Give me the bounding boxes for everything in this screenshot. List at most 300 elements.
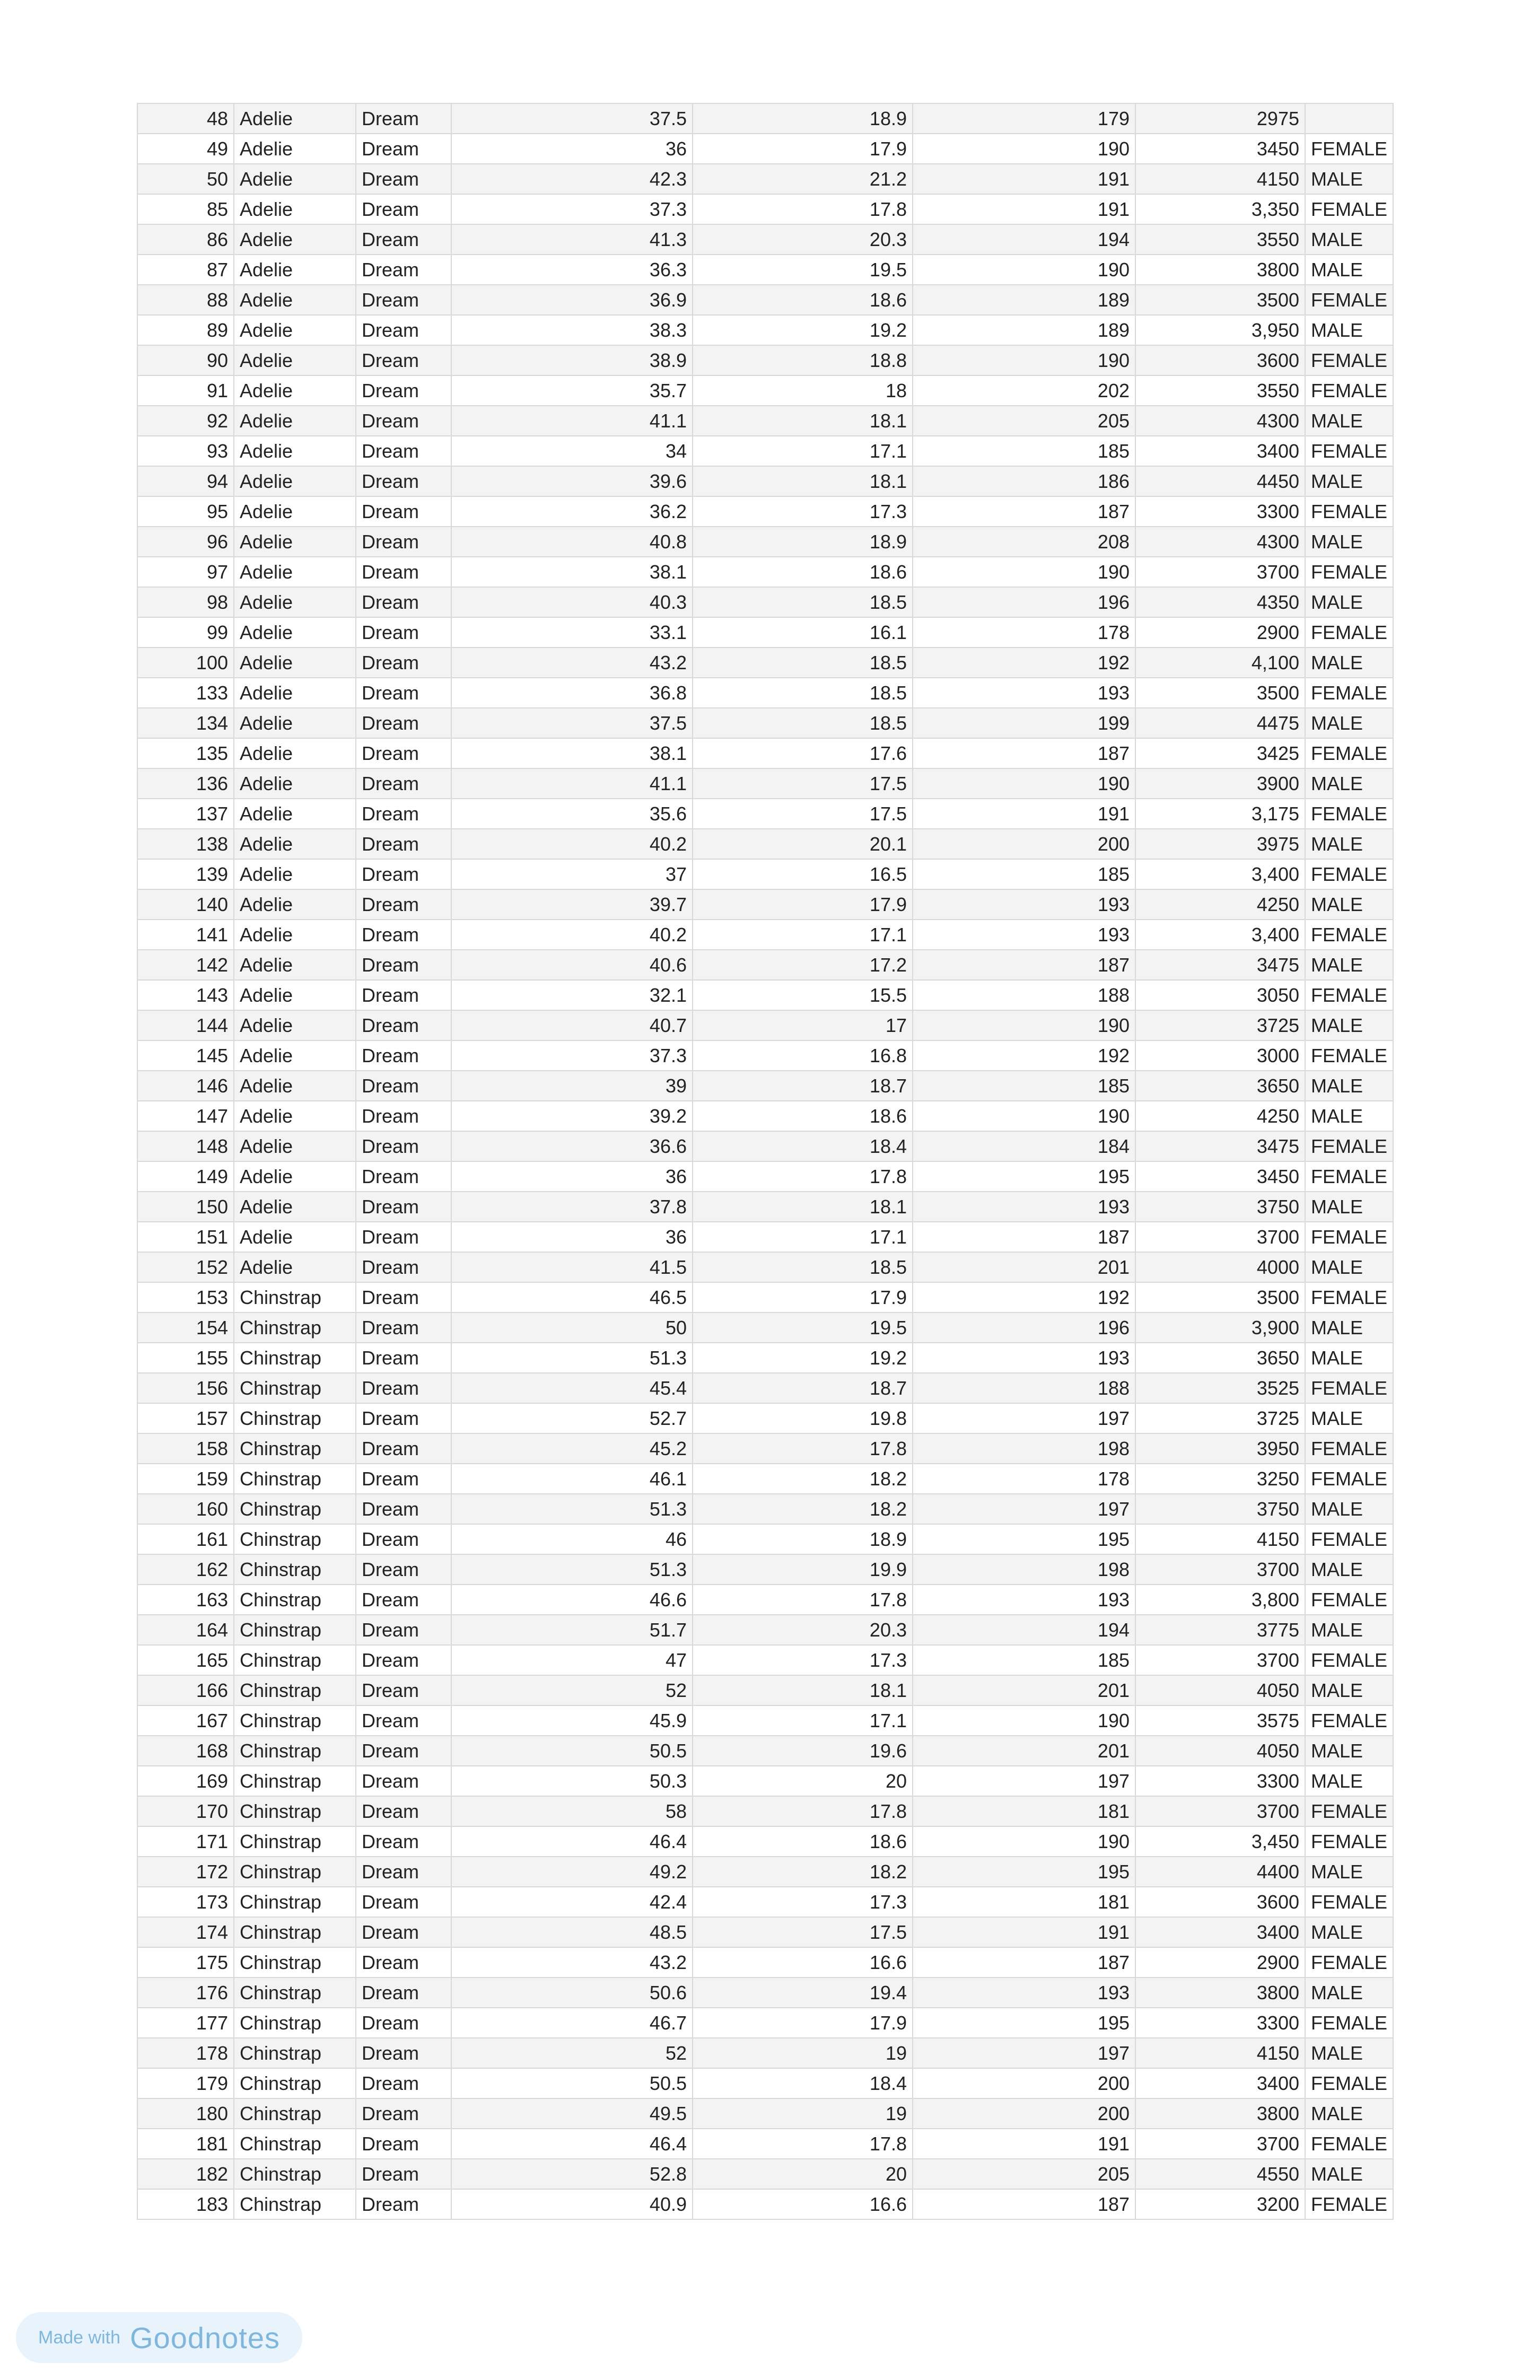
body-mass-cell: 3500 (1135, 1282, 1305, 1312)
bill-depth-cell: 18.1 (693, 466, 913, 496)
species-cell: Adelie (234, 1101, 356, 1131)
body-mass-cell: 3,950 (1135, 315, 1305, 345)
body-mass-cell: 4250 (1135, 1101, 1305, 1131)
flipper-length-cell: 191 (913, 1917, 1135, 1947)
row-id-cell: 85 (137, 194, 234, 224)
bill-depth-cell: 17.9 (693, 889, 913, 920)
body-mass-cell: 3050 (1135, 980, 1305, 1010)
table-row (137, 255, 1393, 285)
bill-length-cell: 36.3 (451, 255, 693, 285)
flipper-length-cell: 192 (913, 1040, 1135, 1071)
table-row (137, 164, 1393, 194)
sex-cell: FEMALE (1305, 345, 1393, 375)
bill-length-cell: 37.5 (451, 708, 693, 738)
bill-length-cell: 40.8 (451, 527, 693, 557)
bill-length-cell: 40.2 (451, 920, 693, 950)
row-id-cell: 87 (137, 255, 234, 285)
bill-length-cell: 40.2 (451, 829, 693, 859)
row-id-cell: 166 (137, 1675, 234, 1705)
flipper-length-cell: 195 (913, 1161, 1135, 1192)
sex-cell: FEMALE (1305, 285, 1393, 315)
bill-depth-cell: 17.1 (693, 1222, 913, 1252)
table-row (137, 1645, 1393, 1675)
species-cell: Adelie (234, 1040, 356, 1071)
body-mass-cell: 3400 (1135, 2068, 1305, 2098)
species-cell: Chinstrap (234, 1645, 356, 1675)
bill-length-cell: 36.2 (451, 496, 693, 527)
flipper-length-cell: 181 (913, 1887, 1135, 1917)
sex-cell: FEMALE (1305, 1040, 1393, 1071)
bill-length-cell: 50 (451, 1312, 693, 1343)
bill-length-cell: 49.2 (451, 1857, 693, 1887)
island-cell: Dream (356, 194, 451, 224)
bill-length-cell: 51.3 (451, 1554, 693, 1585)
bill-length-cell: 37.8 (451, 1192, 693, 1222)
sex-cell: MALE (1305, 2038, 1393, 2068)
island-cell: Dream (356, 648, 451, 678)
bill-depth-cell: 18.1 (693, 1675, 913, 1705)
body-mass-cell: 3200 (1135, 2189, 1305, 2219)
bill-length-cell: 40.7 (451, 1010, 693, 1040)
bill-length-cell: 35.7 (451, 375, 693, 406)
bill-depth-cell: 18.9 (693, 527, 913, 557)
bill-depth-cell: 16.5 (693, 859, 913, 889)
body-mass-cell: 3950 (1135, 1433, 1305, 1464)
island-cell: Dream (356, 2068, 451, 2098)
flipper-length-cell: 191 (913, 194, 1135, 224)
bill-length-cell: 46.1 (451, 1464, 693, 1494)
sex-cell: MALE (1305, 1071, 1393, 1101)
row-id-cell: 183 (137, 2189, 234, 2219)
sex-cell: MALE (1305, 708, 1393, 738)
bill-depth-cell: 19.9 (693, 1554, 913, 1585)
row-id-cell: 137 (137, 799, 234, 829)
sex-cell: FEMALE (1305, 496, 1393, 527)
species-cell: Chinstrap (234, 1312, 356, 1343)
body-mass-cell: 3725 (1135, 1010, 1305, 1040)
flipper-length-cell: 191 (913, 164, 1135, 194)
row-id-cell: 48 (137, 103, 234, 134)
body-mass-cell: 3600 (1135, 345, 1305, 375)
flipper-length-cell: 189 (913, 285, 1135, 315)
island-cell: Dream (356, 1464, 451, 1494)
sex-cell: MALE (1305, 1736, 1393, 1766)
sex-cell: MALE (1305, 315, 1393, 345)
bill-depth-cell: 18.1 (693, 406, 913, 436)
sex-cell: FEMALE (1305, 920, 1393, 950)
body-mass-cell: 4300 (1135, 527, 1305, 557)
table-row (137, 678, 1393, 708)
flipper-length-cell: 193 (913, 1343, 1135, 1373)
row-id-cell: 133 (137, 678, 234, 708)
flipper-length-cell: 198 (913, 1554, 1135, 1585)
bill-depth-cell: 16.6 (693, 2189, 913, 2219)
table-row (137, 557, 1393, 587)
species-cell: Adelie (234, 1010, 356, 1040)
flipper-length-cell: 194 (913, 224, 1135, 255)
bill-depth-cell: 17.9 (693, 1282, 913, 1312)
species-cell: Adelie (234, 436, 356, 466)
body-mass-cell: 3650 (1135, 1343, 1305, 1373)
table-row (137, 859, 1393, 889)
body-mass-cell: 4,100 (1135, 648, 1305, 678)
bill-depth-cell: 17.8 (693, 1161, 913, 1192)
table-row (137, 1736, 1393, 1766)
island-cell: Dream (356, 375, 451, 406)
row-id-cell: 134 (137, 708, 234, 738)
species-cell: Adelie (234, 345, 356, 375)
body-mass-cell: 3550 (1135, 224, 1305, 255)
island-cell: Dream (356, 224, 451, 255)
bill-depth-cell: 18.8 (693, 345, 913, 375)
table-row (137, 1675, 1393, 1705)
island-cell: Dream (356, 1161, 451, 1192)
species-cell: Adelie (234, 1131, 356, 1161)
table-row (137, 980, 1393, 1010)
bill-length-cell: 45.2 (451, 1433, 693, 1464)
bill-depth-cell: 16.1 (693, 617, 913, 648)
table-row (137, 1403, 1393, 1433)
bill-length-cell: 41.1 (451, 768, 693, 799)
sex-cell: FEMALE (1305, 1282, 1393, 1312)
sex-cell: FEMALE (1305, 1464, 1393, 1494)
bill-length-cell: 52 (451, 1675, 693, 1705)
table-row (137, 2189, 1393, 2219)
flipper-length-cell: 196 (913, 587, 1135, 617)
bill-length-cell: 41.1 (451, 406, 693, 436)
flipper-length-cell: 200 (913, 829, 1135, 859)
body-mass-cell: 3725 (1135, 1403, 1305, 1433)
species-cell: Chinstrap (234, 1554, 356, 1585)
bill-length-cell: 46 (451, 1524, 693, 1554)
bill-length-cell: 52 (451, 2038, 693, 2068)
body-mass-cell: 3800 (1135, 2098, 1305, 2129)
row-id-cell: 181 (137, 2129, 234, 2159)
body-mass-cell: 4250 (1135, 889, 1305, 920)
island-cell: Dream (356, 1705, 451, 1736)
species-cell: Adelie (234, 315, 356, 345)
flipper-length-cell: 185 (913, 1645, 1135, 1675)
row-id-cell: 178 (137, 2038, 234, 2068)
row-id-cell: 99 (137, 617, 234, 648)
sex-cell: FEMALE (1305, 678, 1393, 708)
island-cell: Dream (356, 920, 451, 950)
species-cell: Chinstrap (234, 1826, 356, 1857)
species-cell: Adelie (234, 557, 356, 587)
flipper-length-cell: 192 (913, 648, 1135, 678)
body-mass-cell: 3600 (1135, 1887, 1305, 1917)
sex-cell: MALE (1305, 1554, 1393, 1585)
table-row (137, 1524, 1393, 1554)
island-cell: Dream (356, 315, 451, 345)
island-cell: Dream (356, 1887, 451, 1917)
bill-length-cell: 42.3 (451, 164, 693, 194)
bill-length-cell: 36 (451, 134, 693, 164)
bill-depth-cell: 18.2 (693, 1494, 913, 1524)
row-id-cell: 163 (137, 1585, 234, 1615)
bill-depth-cell: 19.6 (693, 1736, 913, 1766)
row-id-cell: 92 (137, 406, 234, 436)
flipper-length-cell: 190 (913, 1010, 1135, 1040)
bill-length-cell: 34 (451, 436, 693, 466)
bill-length-cell: 36.8 (451, 678, 693, 708)
table-body (137, 103, 1393, 2219)
row-id-cell: 49 (137, 134, 234, 164)
row-id-cell: 138 (137, 829, 234, 859)
species-cell: Adelie (234, 285, 356, 315)
row-id-cell: 143 (137, 980, 234, 1010)
sex-cell: MALE (1305, 1766, 1393, 1796)
bill-depth-cell: 18.5 (693, 1252, 913, 1282)
flipper-length-cell: 197 (913, 1403, 1135, 1433)
island-cell: Dream (356, 768, 451, 799)
island-cell: Dream (356, 1978, 451, 2008)
sex-cell: FEMALE (1305, 1705, 1393, 1736)
row-id-cell: 145 (137, 1040, 234, 1071)
bill-depth-cell: 18.1 (693, 1192, 913, 1222)
table-row (137, 2038, 1393, 2068)
goodnotes-logo-text: Goodnotes (129, 2321, 280, 2355)
table-row (137, 315, 1393, 345)
species-cell: Adelie (234, 587, 356, 617)
island-cell: Dream (356, 466, 451, 496)
bill-depth-cell: 18.2 (693, 1857, 913, 1887)
bill-length-cell: 51.3 (451, 1494, 693, 1524)
row-id-cell: 94 (137, 466, 234, 496)
row-id-cell: 149 (137, 1161, 234, 1192)
island-cell: Dream (356, 1494, 451, 1524)
sex-cell: MALE (1305, 1010, 1393, 1040)
flipper-length-cell: 197 (913, 1494, 1135, 1524)
island-cell: Dream (356, 345, 451, 375)
species-cell: Chinstrap (234, 1796, 356, 1826)
species-cell: Adelie (234, 1192, 356, 1222)
sex-cell: MALE (1305, 1857, 1393, 1887)
island-cell: Dream (356, 1312, 451, 1343)
sex-cell: MALE (1305, 406, 1393, 436)
species-cell: Chinstrap (234, 1766, 356, 1796)
body-mass-cell: 3650 (1135, 1071, 1305, 1101)
island-cell: Dream (356, 527, 451, 557)
island-cell: Dream (356, 1101, 451, 1131)
sex-cell: MALE (1305, 527, 1393, 557)
table-row (137, 1131, 1393, 1161)
island-cell: Dream (356, 1010, 451, 1040)
table-row (137, 1494, 1393, 1524)
flipper-length-cell: 185 (913, 436, 1135, 466)
island-cell: Dream (356, 889, 451, 920)
bill-length-cell: 47 (451, 1645, 693, 1675)
table-row (137, 1252, 1393, 1282)
species-cell: Adelie (234, 950, 356, 980)
table-row (137, 1917, 1393, 1947)
row-id-cell: 162 (137, 1554, 234, 1585)
bill-depth-cell: 19.2 (693, 315, 913, 345)
table-row (137, 224, 1393, 255)
bill-length-cell: 41.5 (451, 1252, 693, 1282)
sex-cell: FEMALE (1305, 134, 1393, 164)
flipper-length-cell: 190 (913, 1826, 1135, 1857)
species-cell: Chinstrap (234, 1343, 356, 1373)
flipper-length-cell: 185 (913, 1071, 1135, 1101)
row-id-cell: 153 (137, 1282, 234, 1312)
island-cell: Dream (356, 2189, 451, 2219)
body-mass-cell: 3525 (1135, 1373, 1305, 1403)
island-cell: Dream (356, 285, 451, 315)
row-id-cell: 164 (137, 1615, 234, 1645)
body-mass-cell: 3,175 (1135, 799, 1305, 829)
row-id-cell: 182 (137, 2159, 234, 2189)
body-mass-cell: 3450 (1135, 134, 1305, 164)
table-row (137, 285, 1393, 315)
row-id-cell: 169 (137, 1766, 234, 1796)
flipper-length-cell: 199 (913, 708, 1135, 738)
body-mass-cell: 3500 (1135, 285, 1305, 315)
bill-depth-cell: 18.2 (693, 1464, 913, 1494)
bill-depth-cell: 18.5 (693, 587, 913, 617)
flipper-length-cell: 193 (913, 1585, 1135, 1615)
bill-length-cell: 37.3 (451, 1040, 693, 1071)
bill-depth-cell: 18 (693, 375, 913, 406)
table-row (137, 1222, 1393, 1252)
body-mass-cell: 2975 (1135, 103, 1305, 134)
flipper-length-cell: 193 (913, 678, 1135, 708)
species-cell: Chinstrap (234, 2129, 356, 2159)
island-cell: Dream (356, 1554, 451, 1585)
island-cell: Dream (356, 1585, 451, 1615)
bill-length-cell: 40.3 (451, 587, 693, 617)
island-cell: Dream (356, 103, 451, 134)
flipper-length-cell: 190 (913, 134, 1135, 164)
body-mass-cell: 4550 (1135, 2159, 1305, 2189)
species-cell: Chinstrap (234, 2189, 356, 2219)
island-cell: Dream (356, 980, 451, 1010)
row-id-cell: 136 (137, 768, 234, 799)
body-mass-cell: 4050 (1135, 1675, 1305, 1705)
island-cell: Dream (356, 1343, 451, 1373)
species-cell: Adelie (234, 134, 356, 164)
island-cell: Dream (356, 617, 451, 648)
island-cell: Dream (356, 496, 451, 527)
species-cell: Chinstrap (234, 1524, 356, 1554)
bill-length-cell: 50.6 (451, 1978, 693, 2008)
sex-cell: FEMALE (1305, 375, 1393, 406)
species-cell: Adelie (234, 768, 356, 799)
row-id-cell: 158 (137, 1433, 234, 1464)
sex-cell: MALE (1305, 1917, 1393, 1947)
table-row (137, 375, 1393, 406)
bill-depth-cell: 19.8 (693, 1403, 913, 1433)
bill-length-cell: 35.6 (451, 799, 693, 829)
sex-cell: MALE (1305, 255, 1393, 285)
island-cell: Dream (356, 1222, 451, 1252)
body-mass-cell: 2900 (1135, 1947, 1305, 1978)
flipper-length-cell: 185 (913, 859, 1135, 889)
bill-depth-cell: 20.3 (693, 1615, 913, 1645)
row-id-cell: 175 (137, 1947, 234, 1978)
table-row (137, 1071, 1393, 1101)
table-row (137, 950, 1393, 980)
table-row (137, 406, 1393, 436)
body-mass-cell: 3450 (1135, 1161, 1305, 1192)
table-row (137, 829, 1393, 859)
sex-cell: MALE (1305, 1343, 1393, 1373)
table-row (137, 134, 1393, 164)
species-cell: Adelie (234, 1252, 356, 1282)
flipper-length-cell: 187 (913, 738, 1135, 768)
goodnotes-badge (16, 2312, 302, 2363)
island-cell: Dream (356, 1796, 451, 1826)
flipper-length-cell: 178 (913, 1464, 1135, 1494)
row-id-cell: 154 (137, 1312, 234, 1343)
table-row (137, 1312, 1393, 1343)
sex-cell: FEMALE (1305, 2129, 1393, 2159)
sex-cell: MALE (1305, 950, 1393, 980)
row-id-cell: 151 (137, 1222, 234, 1252)
table-row (137, 708, 1393, 738)
row-id-cell: 97 (137, 557, 234, 587)
island-cell: Dream (356, 1403, 451, 1433)
flipper-length-cell: 194 (913, 1615, 1135, 1645)
bill-length-cell: 50.5 (451, 1736, 693, 1766)
table-row (137, 1554, 1393, 1585)
body-mass-cell: 3400 (1135, 436, 1305, 466)
bill-depth-cell: 18.9 (693, 1524, 913, 1554)
species-cell: Adelie (234, 496, 356, 527)
table-row (137, 436, 1393, 466)
flipper-length-cell: 187 (913, 1947, 1135, 1978)
bill-length-cell: 51.7 (451, 1615, 693, 1645)
bill-depth-cell: 16.6 (693, 1947, 913, 1978)
bill-length-cell: 36.6 (451, 1131, 693, 1161)
bill-depth-cell: 17.5 (693, 768, 913, 799)
table-row (137, 466, 1393, 496)
sex-cell: FEMALE (1305, 1524, 1393, 1554)
sex-cell: FEMALE (1305, 1373, 1393, 1403)
sex-cell: MALE (1305, 466, 1393, 496)
bill-length-cell: 42.4 (451, 1887, 693, 1917)
flipper-length-cell: 190 (913, 1101, 1135, 1131)
table-row (137, 2008, 1393, 2038)
species-cell: Adelie (234, 466, 356, 496)
bill-depth-cell: 17.1 (693, 920, 913, 950)
species-cell: Adelie (234, 980, 356, 1010)
body-mass-cell: 3700 (1135, 1554, 1305, 1585)
bill-length-cell: 48.5 (451, 1917, 693, 1947)
table-row (137, 1766, 1393, 1796)
species-cell: Adelie (234, 164, 356, 194)
row-id-cell: 96 (137, 527, 234, 557)
row-id-cell: 146 (137, 1071, 234, 1101)
species-cell: Adelie (234, 1222, 356, 1252)
table-row (137, 1857, 1393, 1887)
bill-length-cell: 40.6 (451, 950, 693, 980)
flipper-length-cell: 181 (913, 1796, 1135, 1826)
island-cell: Dream (356, 134, 451, 164)
species-cell: Chinstrap (234, 2008, 356, 2038)
species-cell: Adelie (234, 708, 356, 738)
bill-depth-cell: 17.9 (693, 2008, 913, 2038)
flipper-length-cell: 201 (913, 1252, 1135, 1282)
bill-depth-cell: 17.3 (693, 1887, 913, 1917)
island-cell: Dream (356, 829, 451, 859)
bill-length-cell: 38.9 (451, 345, 693, 375)
flipper-length-cell: 193 (913, 920, 1135, 950)
body-mass-cell: 3750 (1135, 1192, 1305, 1222)
flipper-length-cell: 190 (913, 345, 1135, 375)
row-id-cell: 165 (137, 1645, 234, 1675)
bill-length-cell: 46.4 (451, 1826, 693, 1857)
